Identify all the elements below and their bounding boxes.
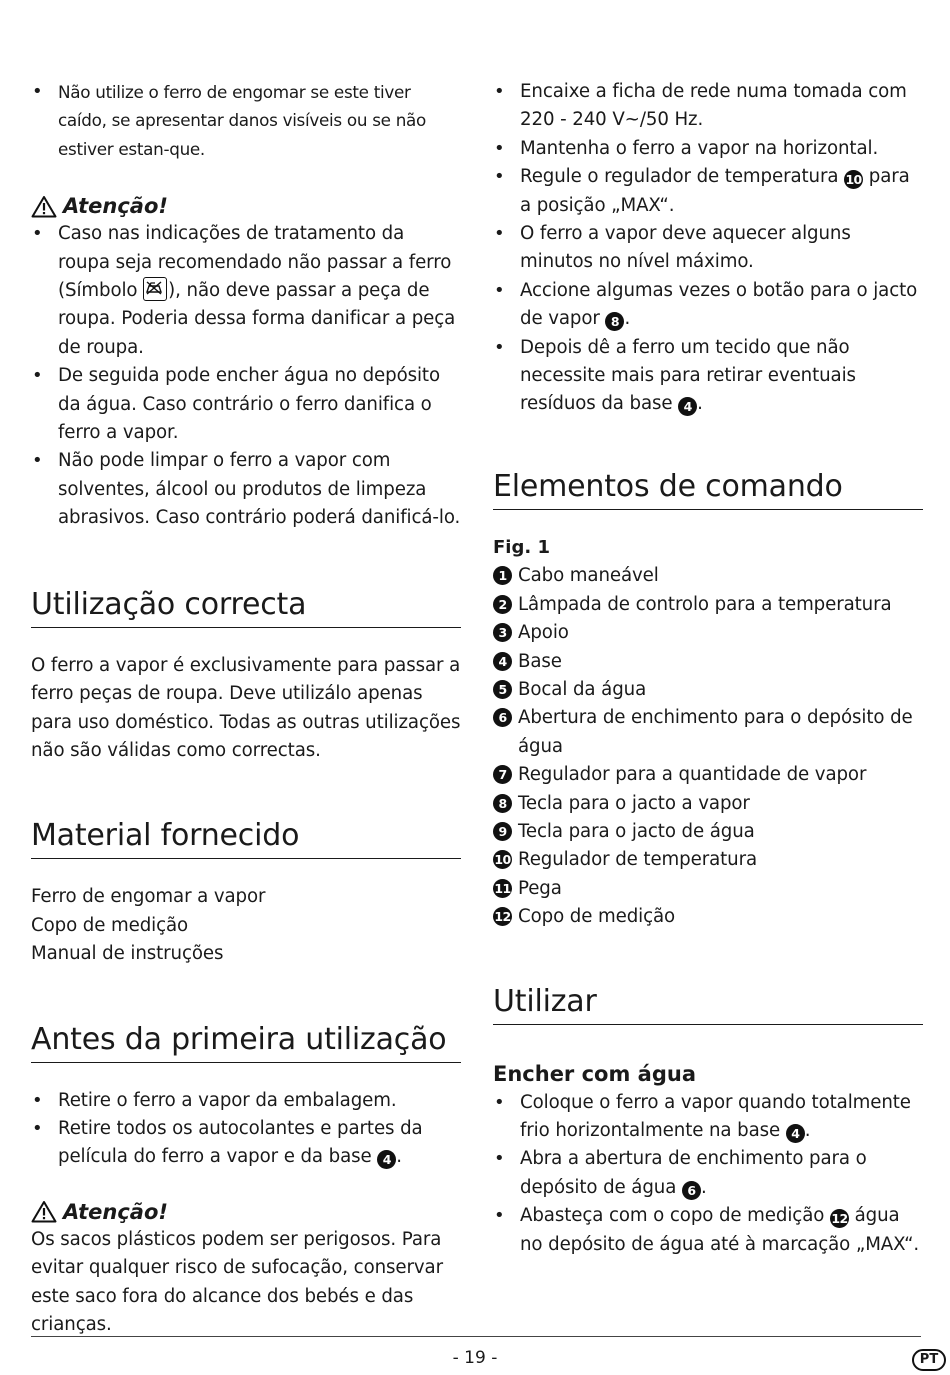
part-label: Tecla para o jacto de água (518, 820, 755, 842)
part-item (493, 619, 923, 647)
intro-bullets (31, 78, 461, 163)
list-item (31, 220, 461, 362)
section-title-before-first-use: Antes da primeira utilização (31, 1020, 461, 1063)
list-item: • De seguida pode encher água no depósito da água. Caso contrário o ferro danifica o ferro a vapor. (31, 362, 461, 447)
part-number-badge: 8 (605, 312, 624, 331)
part-number-badge: 5 (493, 680, 512, 699)
left-column (31, 78, 461, 1339)
text: Retire todos os autocolantes e partes da película do ferro a vapor e da base (58, 1117, 423, 1168)
supplied-list (31, 883, 461, 968)
part-number-badge: 10 (494, 852, 511, 868)
list-item (493, 334, 923, 419)
text: ), não deve passar a peça de roupa. Poderia dessa forma danificar a peça de roupa. (58, 280, 456, 358)
part-number-badge: 12 (494, 909, 511, 925)
text: Accione algumas vezes o botão para o jacto de vapor (520, 279, 918, 330)
correct-use-text: O ferro a vapor é exclusivamente para passar a ferro peças de roupa. Deve utilizálo apenas para uso doméstico. Todas as outras utilizações não são válidas como correctas. (31, 654, 461, 761)
part-number-badge: 4 (786, 1124, 805, 1143)
part-label: Bocal da água (518, 678, 647, 700)
part-item (493, 761, 923, 789)
part-number-badge: 6 (682, 1181, 701, 1200)
warning-bullets-1 (31, 220, 461, 532)
no-ironing-symbol-icon (143, 277, 167, 301)
text: . (804, 1119, 811, 1141)
warning-heading-2 (31, 1198, 461, 1226)
text: Caso nas indicações de tratamento da roupa seja recomendado não passar a ferro (Símbolo (58, 223, 452, 302)
part-number-badge: 4 (493, 652, 512, 671)
warning-title: Atenção! (63, 194, 168, 219)
warning-text-2: Os sacos plásticos podem ser perigosos. Para evitar qualquer risco de sufocação, conservar este saco fora do alcance dos bebés e das crianças. (31, 1228, 443, 1335)
part-number-badge: 10 (845, 172, 862, 188)
part-item (493, 591, 923, 619)
part-label: Regulador para a quantidade de vapor (518, 764, 867, 786)
part-number-badge: 1 (493, 566, 512, 585)
text: Abasteça com o copo de medição (520, 1205, 830, 1227)
text: Coloque o ferro a vapor quando totalmente frio horizontalmente na base (520, 1091, 911, 1141)
parts-list (493, 562, 923, 931)
subsection-title-fill-water: Encher com água (493, 1061, 696, 1086)
fill-water-bullets (493, 1089, 923, 1259)
preparation-bullets (493, 78, 923, 419)
part-item (493, 903, 923, 931)
text: Depois dê a ferro um tecido que não necessite mais para retirar eventuais resíduos da base (520, 336, 856, 415)
part-label: Apoio (518, 622, 569, 644)
section-title-use: Utilizar (493, 982, 923, 1025)
warning-triangle-icon (31, 1200, 57, 1223)
part-label: Base (518, 650, 562, 672)
part-item (493, 818, 923, 846)
part-label: Tecla para o jacto a vapor (518, 792, 750, 814)
list-item (31, 1115, 461, 1172)
page-number: - 19 - (452, 1348, 498, 1368)
list-item: • Não utilize o ferro de engomar se este tiver caído, se apresentar danos visíveis ou se não estiver estan-que. (31, 78, 461, 163)
text: água no depósito de água até à marcação „MAX“. (520, 1205, 920, 1255)
text: . (697, 393, 703, 415)
part-label: Regulador de temperatura (518, 849, 758, 871)
list-item: • Mantenha o ferro a vapor na horizontal. (493, 135, 923, 163)
right-column (493, 78, 923, 1259)
list-item (493, 1202, 923, 1259)
part-item (493, 704, 923, 761)
part-item (493, 562, 923, 590)
part-item (493, 648, 923, 676)
warning-heading-1 (31, 192, 461, 220)
footer-divider (31, 1336, 921, 1337)
text: para a posição „MAX“. (520, 166, 910, 216)
text: Regule o regulador de temperatura (520, 166, 845, 188)
part-number-badge: 2 (493, 595, 512, 614)
list-item: • O ferro a vapor deve aquecer alguns minutos no nível máximo. (493, 220, 923, 277)
part-item (493, 846, 923, 874)
list-item: • Não pode limpar o ferro a vapor com solventes, álcool ou produtos de limpeza abrasivos. Caso contrário poderá danificá-lo. (31, 447, 461, 532)
part-label: Lâmpada de controlo para a temperatura (518, 593, 892, 615)
section-title-correct-use: Utilização correcta (31, 585, 461, 628)
list-item (493, 1145, 923, 1202)
part-number-badge: 8 (493, 794, 512, 813)
part-number-badge: 9 (493, 822, 512, 841)
part-item (493, 790, 923, 818)
part-label: Copo de medição (518, 906, 676, 928)
part-number-badge: 12 (831, 1211, 848, 1227)
part-number-badge: 4 (678, 397, 697, 416)
list-item: Copo de medição (31, 914, 189, 936)
part-label: Abertura de enchimento para o depósito de água (518, 707, 913, 757)
part-item (493, 676, 923, 704)
part-number-badge: 4 (377, 1150, 396, 1169)
part-number-badge: 11 (494, 880, 511, 896)
list-item (493, 1089, 923, 1146)
language-badge: PT (912, 1349, 946, 1371)
part-label: Pega (518, 877, 562, 899)
figure-label: Fig. 1 (493, 536, 550, 558)
warning-title: Atenção! (63, 1199, 168, 1224)
part-number-badge: 3 (493, 623, 512, 642)
list-item: • Retire o ferro a vapor da embalagem. (31, 1087, 461, 1115)
section-title-controls: Elementos de comando (493, 467, 923, 510)
part-item (493, 875, 923, 903)
list-item (493, 277, 923, 334)
part-number-badge: 6 (493, 708, 512, 727)
list-item (493, 163, 923, 220)
section-title-supplied: Material fornecido (31, 816, 461, 859)
text: . (624, 308, 631, 330)
text: Abra a abertura de enchimento para o depósito de água (520, 1148, 867, 1198)
list-item: • Encaixe a ficha de rede numa tomada com 220 - 240 V~/50 Hz. (493, 78, 923, 135)
first-use-bullets (31, 1087, 461, 1172)
list-item: Ferro de engomar a vapor (31, 886, 266, 908)
list-item: Manual de instruções (31, 943, 224, 965)
warning-triangle-icon (31, 195, 57, 218)
part-number-badge: 7 (493, 765, 512, 784)
text: . (396, 1146, 402, 1168)
part-label: Cabo maneável (518, 565, 659, 587)
text: . (700, 1176, 707, 1198)
